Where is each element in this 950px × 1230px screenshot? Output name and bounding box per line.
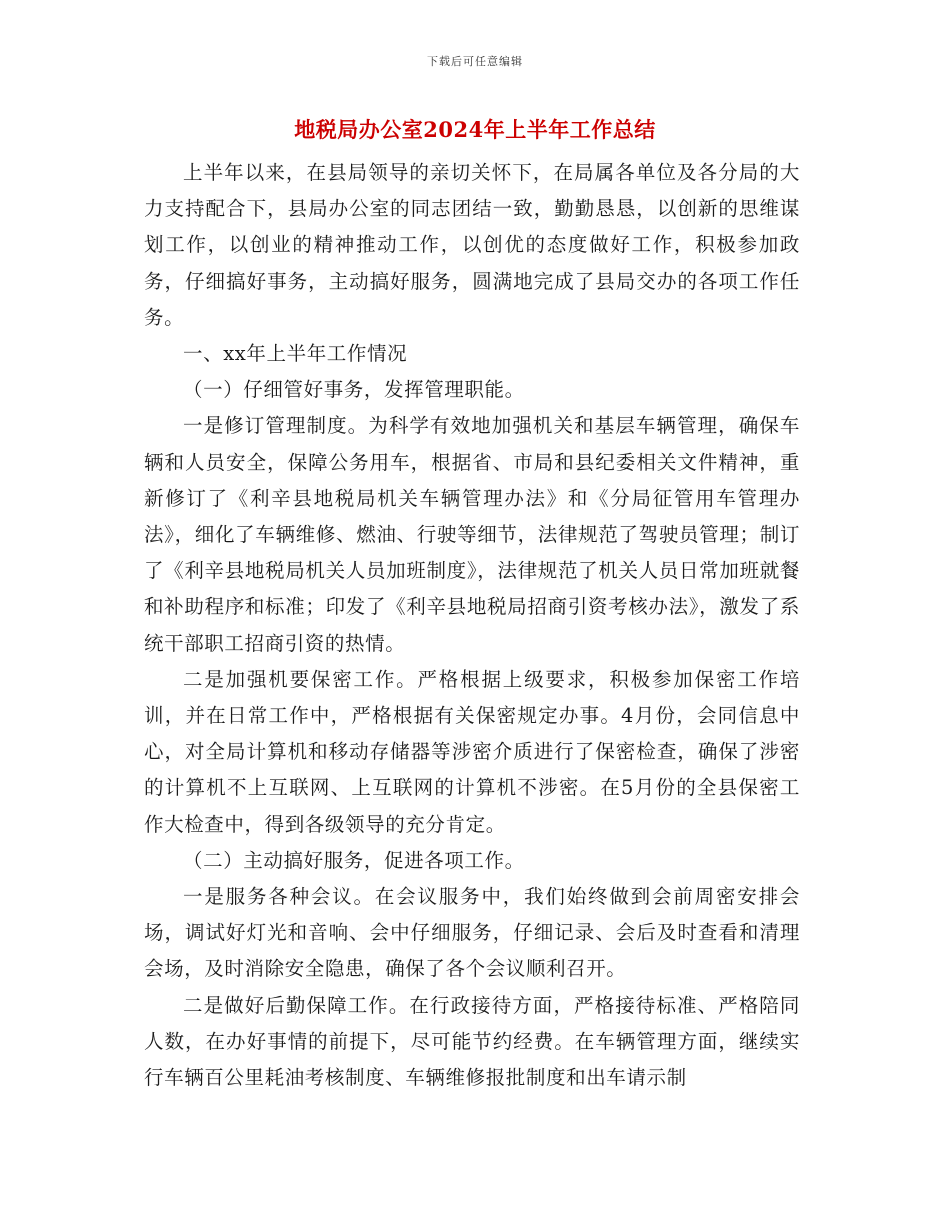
page-header-note: 下载后可任意编辑 xyxy=(427,55,523,68)
document-title: 地税局办公室2024年上半年工作总结 xyxy=(294,117,656,142)
subsection-heading-2: （二）主动搞好服务，促进各项工作。 xyxy=(183,848,525,872)
subsection-heading-1: （一）仔细管好事务，发挥管理职能。 xyxy=(183,378,525,402)
document-body xyxy=(144,155,800,1096)
paragraph-meetings: 一是服务各种会议。在会议服务中，我们始终做到会前周密安排会场，调试好灯光和音响、会中仔细服务，仔细记录、会后及时查看和清理会场，及时消除安全隐患，确保了各个会议顺利召开。 xyxy=(144,885,800,981)
paragraph-intro: 上半年以来，在县局领导的亲切关怀下，在局属各单位及各分局的大力支持配合下，县局办公室的同志团结一致，勤勤恳恳，以创新的思维谋划工作，以创业的精神推动工作，以创优的态度做好工作，积极参加政务，仔细搞好事务，主动搞好服务，圆满地完成了县局交办的各项工作任务。 xyxy=(144,161,800,329)
paragraph-logistics: 二是做好后勤保障工作。在行政接待方面，严格接待标准、严格陪同人数，在办好事情的前提下，尽可能节约经费。在车辆管理方面，继续实行车辆百公里耗油考核制度、车辆维修报批制度和出车请示制 xyxy=(144,993,800,1090)
section-heading-1: 一、xx年上半年工作情况 xyxy=(183,342,408,366)
paragraph-confidentiality: 二是加强机要保密工作。严格根据上级要求，积极参加保密工作培训，并在日常工作中，严格根据有关保密规定办事。4月份，会同信息中心，对全局计算机和移动存储器等涉密介质进行了保密检查，确保了涉密的计算机不上互联网、上互联网的计算机不涉密。在5月份的全县保密工作大检查中，得到各级领导的充分肯定。 xyxy=(144,667,800,836)
paragraph-management-rules: 一是修订管理制度。为科学有效地加强机关和基层车辆管理，确保车辆和人员安全，保障公务用车，根据省、市局和县纪委相关文件精神，重新修订了《利辛县地税局机关车辆管理办法》和《分局征管用车管理办法》，细化了车辆维修、燃油、行驶等细节，法律规范了驾驶员管理；制订了《利辛县地税局机关人员加班制度》，法律规范了机关人员日常加班就餐和补助程序和标准；印发了《利辛县地税局招商引资考核办法》，激发了系统干部职工招商引资的热情。 xyxy=(144,414,800,655)
